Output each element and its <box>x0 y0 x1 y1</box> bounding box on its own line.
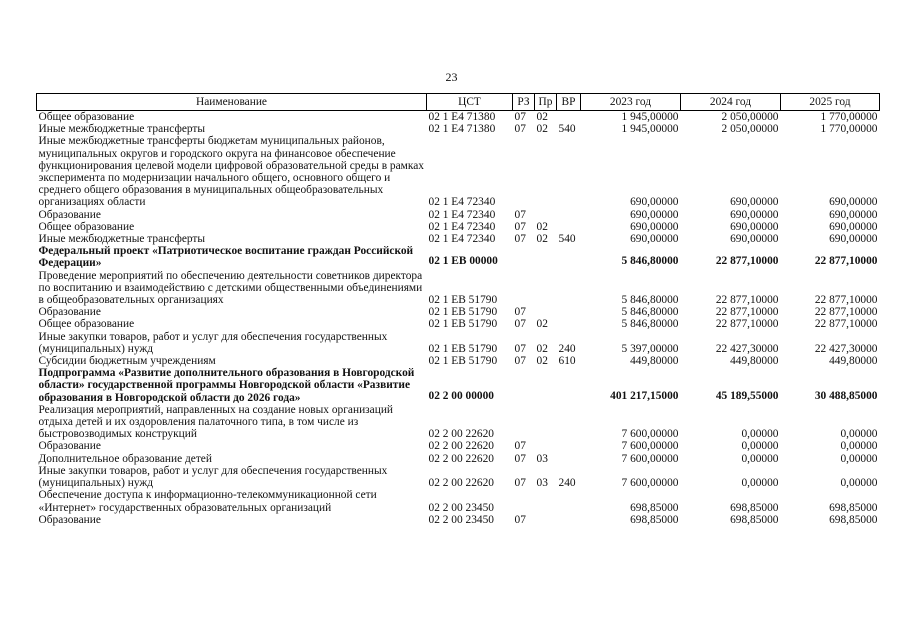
row-2023: 5 846,80000 <box>621 294 679 307</box>
row-vr <box>557 404 581 441</box>
header-name: Наименование <box>37 94 427 111</box>
table-header-row <box>37 94 880 111</box>
row-name: Дополнительное образование детей <box>38 452 212 465</box>
row-name: Общее образование <box>38 220 135 233</box>
row-2025: 690,00000 <box>829 233 878 246</box>
row-pr <box>535 489 557 513</box>
row-pr <box>535 367 557 404</box>
table-row <box>37 404 880 441</box>
row-rz: 07 <box>514 452 526 465</box>
row-vr <box>557 306 581 318</box>
row-pr: 02 <box>536 111 548 123</box>
header-2025: 2025 год <box>781 94 880 111</box>
row-rz <box>513 404 535 441</box>
row-2025: 449,80000 <box>829 355 878 368</box>
row-pr: 03 <box>536 477 548 490</box>
row-vr: 240 <box>558 477 576 490</box>
row-pr <box>535 270 557 307</box>
row-rz <box>513 245 535 269</box>
row-vr: 240 <box>558 342 576 355</box>
header-cst: ЦСТ <box>427 94 513 111</box>
table-row <box>37 111 880 124</box>
row-2025: 0,00000 <box>840 452 878 465</box>
row-rz: 07 <box>514 220 526 233</box>
table-row <box>37 514 880 526</box>
row-2025: 30 488,85000 <box>814 389 878 402</box>
row-pr: 02 <box>536 318 548 331</box>
row-2023: 690,00000 <box>630 196 679 209</box>
row-2023: 5 846,80000 <box>621 255 679 268</box>
row-2024: 22 877,10000 <box>715 255 779 268</box>
row-name: Федеральный проект «Патриотическое воспитание граждан Российской Федерации» <box>38 245 414 270</box>
row-2025: 690,00000 <box>829 220 878 233</box>
row-vr <box>557 440 581 452</box>
row-2023: 690,00000 <box>630 220 679 233</box>
row-name: Проведение мероприятий по обеспечению деятельности советников директора по воспитанию и взаимодействию с детскими общественными объединениями в общеобразовательных организациях <box>38 269 423 307</box>
table-row <box>37 123 880 135</box>
row-pr <box>535 135 557 208</box>
budget-table <box>36 93 880 526</box>
row-2023: 401 217,15000 <box>610 389 679 402</box>
row-vr <box>557 245 581 269</box>
row-name: Иные межбюджетные трансферты <box>38 233 206 246</box>
table-row <box>37 331 880 355</box>
row-cst: 02 1 ЕВ 51790 <box>428 342 498 355</box>
row-pr <box>535 404 557 441</box>
row-name: Образование <box>38 306 101 319</box>
row-2023: 7 600,00000 <box>621 477 679 490</box>
row-cst: 02 1 ЕВ 51790 <box>428 318 498 331</box>
row-name: Иные межбюджетные трансферты <box>38 123 206 136</box>
row-cst: 02 1 Е4 72340 <box>428 220 496 233</box>
row-name: Образование <box>38 513 101 526</box>
page-number: 23 <box>445 70 458 84</box>
row-name: Подпрограмма «Развитие дополнительного образования в Новгородской области» государственной программы Новгородской области «Развитие образования в Новгородской области до 2026 года» <box>38 367 415 404</box>
row-rz: 07 <box>514 355 526 368</box>
row-2023: 7 600,00000 <box>621 452 679 465</box>
row-2024: 0,00000 <box>741 440 779 453</box>
row-2024: 449,80000 <box>730 355 779 368</box>
row-2024: 22 877,10000 <box>715 318 779 331</box>
row-name: Образование <box>38 440 101 453</box>
row-cst: 02 1 ЕВ 51790 <box>428 355 498 368</box>
row-vr <box>557 514 581 526</box>
table-row <box>37 209 880 221</box>
row-2023: 1 945,00000 <box>621 123 679 136</box>
row-rz: 07 <box>514 440 526 453</box>
row-name: Иные межбюджетные трансферты бюджетам муниципальных районов, муниципальных округов и городского округа на финансовое обеспечение функционирования целевой модели цифровой образовательной среды в рамках эксперимента по модернизации начального общего, основного общего и среднего общего образования в муниципальных общеобразовательных организациях области <box>38 135 424 209</box>
row-2023: 5 846,80000 <box>621 318 679 331</box>
row-pr <box>535 209 557 221</box>
table-row <box>37 440 880 452</box>
row-vr <box>557 111 581 124</box>
row-2025: 698,85000 <box>829 501 878 514</box>
row-cst: 02 1 Е4 72340 <box>428 208 496 221</box>
row-2023: 5 846,80000 <box>621 306 679 319</box>
table-row <box>37 367 880 404</box>
row-name: Обеспечение доступа к информационно-телекоммуникационной сети «Интернет» государственных образовательных организаций <box>38 489 377 514</box>
header-2023: 2023 год <box>581 94 681 111</box>
row-cst: 02 1 Е4 72340 <box>428 233 496 246</box>
row-cst: 02 2 00 22620 <box>428 440 494 453</box>
row-vr: 540 <box>558 123 576 136</box>
row-pr <box>535 306 557 318</box>
row-rz: 07 <box>514 342 526 355</box>
row-2025: 22 877,10000 <box>814 294 878 307</box>
row-rz: 07 <box>514 306 526 319</box>
row-cst: 02 2 00 23450 <box>428 501 494 514</box>
row-cst: 02 2 00 23450 <box>428 513 494 526</box>
row-rz: 07 <box>514 513 526 526</box>
row-rz <box>513 489 535 513</box>
row-vr <box>557 270 581 307</box>
row-vr <box>557 221 581 233</box>
row-2025: 1 770,00000 <box>820 111 878 123</box>
row-pr: 02 <box>536 342 548 355</box>
row-pr <box>535 514 557 526</box>
row-2024: 698,85000 <box>730 513 779 526</box>
row-2024: 22 877,10000 <box>715 306 779 319</box>
row-2024: 0,00000 <box>741 428 779 441</box>
row-cst: 02 1 Е4 71380 <box>428 123 496 136</box>
row-2025: 0,00000 <box>840 428 878 441</box>
row-name: Реализация мероприятий, направленных на создание новых организаций отдыха детей и их оздоровления палаточного типа, в том числе из быстровозводимых конструкций <box>38 403 394 441</box>
row-cst: 02 1 ЕВ 00000 <box>428 255 498 268</box>
row-cst: 02 1 Е4 72340 <box>428 196 496 209</box>
row-2024: 0,00000 <box>741 477 779 490</box>
table-row <box>37 233 880 245</box>
header-2024: 2024 год <box>681 94 781 111</box>
row-2025: 0,00000 <box>840 440 878 453</box>
row-2023: 698,85000 <box>630 513 679 526</box>
row-cst: 02 2 00 22620 <box>428 477 494 490</box>
row-2025: 22 877,10000 <box>814 318 878 331</box>
row-name: Субсидии бюджетным учреждениям <box>38 355 216 368</box>
header-rz: РЗ <box>513 94 535 111</box>
table-row <box>37 355 880 367</box>
row-vr <box>557 135 581 208</box>
row-2023: 7 600,00000 <box>621 428 679 441</box>
table-row <box>37 270 880 307</box>
row-vr <box>557 367 581 404</box>
row-rz: 07 <box>514 208 526 221</box>
row-2023: 698,85000 <box>630 501 679 514</box>
row-2025: 22 427,30000 <box>814 342 878 355</box>
row-2023: 690,00000 <box>630 233 679 246</box>
row-2025: 690,00000 <box>829 208 878 221</box>
row-2024: 690,00000 <box>730 220 779 233</box>
row-pr <box>535 440 557 452</box>
header-pr: Пр <box>535 94 557 111</box>
row-2023: 5 397,00000 <box>621 342 679 355</box>
row-pr: 02 <box>536 355 548 368</box>
row-2025: 690,00000 <box>829 196 878 209</box>
row-2024: 690,00000 <box>730 208 779 221</box>
row-2024: 45 189,55000 <box>715 389 779 402</box>
row-2024: 698,85000 <box>730 501 779 514</box>
row-cst: 02 1 Е4 71380 <box>428 111 496 123</box>
row-2025: 22 877,10000 <box>814 306 878 319</box>
row-cst: 02 1 ЕВ 51790 <box>428 306 498 319</box>
row-cst: 02 1 ЕВ 51790 <box>428 294 498 307</box>
row-2023: 690,00000 <box>630 208 679 221</box>
row-2024: 690,00000 <box>730 196 779 209</box>
row-2024: 690,00000 <box>730 233 779 246</box>
table-row <box>37 245 880 269</box>
row-2024: 2 050,00000 <box>721 123 779 136</box>
row-name: Общее образование <box>38 318 135 331</box>
row-2024: 22 877,10000 <box>715 294 779 307</box>
table-row <box>37 306 880 318</box>
row-pr: 03 <box>536 452 548 465</box>
header-vr: ВР <box>557 94 581 111</box>
row-2025: 1 770,00000 <box>820 123 878 136</box>
table-row <box>37 135 880 208</box>
row-rz: 07 <box>514 318 526 331</box>
row-name: Иные закупки товаров, работ и услуг для обеспечения государственных (муниципальных) нужд <box>38 464 388 490</box>
row-pr: 02 <box>536 220 548 233</box>
row-rz: 07 <box>514 477 526 490</box>
row-name: Общее образование <box>38 111 135 123</box>
row-name: Образование <box>38 208 101 221</box>
row-pr <box>535 245 557 269</box>
row-vr <box>557 453 581 465</box>
row-2025: 698,85000 <box>829 513 878 526</box>
table-row <box>37 453 880 465</box>
row-vr: 540 <box>558 233 576 246</box>
row-cst: 02 2 00 22620 <box>428 428 494 441</box>
row-2023: 1 945,00000 <box>621 111 679 123</box>
row-rz <box>513 367 535 404</box>
row-2024: 0,00000 <box>741 452 779 465</box>
row-pr: 02 <box>536 233 548 246</box>
table-row <box>37 318 880 330</box>
table-row <box>37 221 880 233</box>
row-pr: 02 <box>536 123 548 136</box>
row-vr: 610 <box>558 355 576 368</box>
row-rz <box>513 270 535 307</box>
row-vr <box>557 318 581 330</box>
row-rz: 07 <box>514 233 526 246</box>
row-vr <box>557 489 581 513</box>
row-rz: 07 <box>514 123 526 136</box>
row-2024: 2 050,00000 <box>721 111 779 123</box>
table-row <box>37 489 880 513</box>
row-cst: 02 2 00 22620 <box>428 452 494 465</box>
row-rz: 07 <box>514 111 526 123</box>
row-2023: 7 600,00000 <box>621 440 679 453</box>
row-vr <box>557 209 581 221</box>
row-rz <box>513 135 535 208</box>
row-cst: 02 2 00 00000 <box>428 389 494 402</box>
row-name: Иные закупки товаров, работ и услуг для обеспечения государственных (муниципальных) нужд <box>38 330 388 355</box>
row-2025: 0,00000 <box>840 477 878 490</box>
row-2023: 449,80000 <box>630 355 679 368</box>
row-2025: 22 877,10000 <box>814 255 878 268</box>
row-2024: 22 427,30000 <box>715 342 779 355</box>
table-row <box>37 465 880 489</box>
